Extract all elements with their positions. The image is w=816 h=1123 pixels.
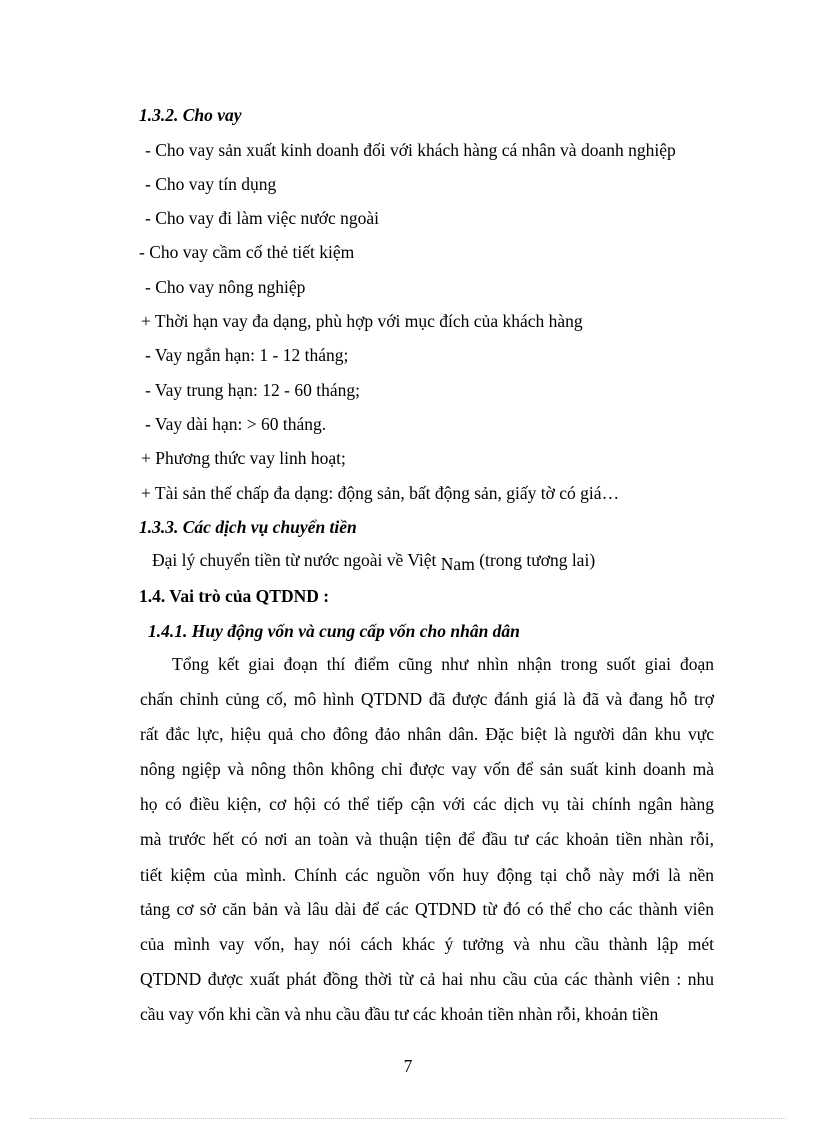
paragraph-line: tảng cơ sở căn bản và lâu dài để các QTDND từ đó có thể cho các thành viên: [140, 899, 714, 919]
page-number: 7: [403, 1056, 413, 1076]
list-item: + Tài sản thế chấp đa dạng: động sản, bất động sản, giấy tờ có giá…: [141, 483, 620, 503]
list-item: - Cho vay đi làm việc nước ngoài: [145, 208, 380, 228]
list-item: - Vay dài hạn: > 60 tháng.: [145, 414, 327, 434]
list-item: - Cho vay tín dụng: [145, 174, 277, 194]
list-item: + Phương thức vay linh hoạt;: [141, 448, 346, 468]
list-item: - Cho vay cầm cố thẻ tiết kiệm: [139, 242, 355, 262]
transfer-text-before: Đại lý chuyển tiền từ nước ngoài về Việt: [152, 550, 441, 570]
paragraph-line: của mình vay vốn, hay nói cách khác ý tưởng và nhu cầu thành lập mét: [140, 934, 714, 954]
paragraph-line: chấn chỉnh củng cố, mô hình QTDND đã được đánh giá là đã và đang hỗ trợ: [140, 689, 714, 709]
section-heading-1-3-2: 1.3.2. Cho vay: [139, 105, 242, 125]
section-heading-1-4-1: 1.4.1. Huy động vốn và cung cấp vốn cho nhân dân: [148, 621, 520, 641]
transfer-text-sub: Nam: [440, 554, 475, 574]
list-item: - Vay ngắn hạn: 1 - 12 tháng;: [145, 345, 349, 365]
paragraph-line: Tổng kết giai đoạn thí điểm cũng như nhìn nhận trong suốt giai đoạn: [172, 654, 714, 674]
paragraph-line: mà trước hết có nơi an toàn và thuận tiện để đầu tư các khoản tiền nhàn rỗi,: [140, 829, 714, 849]
paragraph-line: QTDND được xuất phát đồng thời từ cả hai nhu cầu của các thành viên : nhu: [140, 969, 714, 989]
page-bottom-divider: [30, 1118, 786, 1119]
transfer-service-text: [152, 549, 596, 574]
section-heading-1-4: 1.4. Vai trò của QTDND :: [139, 586, 330, 606]
list-item: + Thời hạn vay đa dạng, phù hợp với mục đích của khách hàng: [141, 311, 583, 331]
paragraph-line: họ có điều kiện, cơ hội có thể tiếp cận với các dịch vụ tài chính ngân hàng: [140, 794, 714, 814]
list-item: - Cho vay sản xuất kinh doanh đối với khách hàng cá nhân và doanh nghiệp: [145, 140, 676, 160]
list-item: - Cho vay nông nghiệp: [145, 277, 306, 297]
paragraph-line: cầu vay vốn khi cần và nhu cầu đầu tư các khoản tiền nhàn rỗi, khoản tiền: [140, 1004, 659, 1024]
paragraph-line: nông ngiệp và nông thôn không chỉ được vay vốn để sản suất kinh doanh mà: [140, 759, 714, 779]
transfer-text-after: (trong tương lai): [474, 550, 596, 570]
paragraph-line: tiết kiệm của mình. Chính các nguồn vốn huy động tại chỗ này mới là nền: [140, 865, 714, 885]
list-item: - Vay trung hạn: 12 - 60 tháng;: [145, 380, 360, 400]
section-heading-1-3-3: 1.3.3. Các dịch vụ chuyển tiền: [139, 517, 357, 537]
paragraph-line: rất đắc lực, hiệu quả cho đông đảo nhân dân. Đặc biệt là người dân khu vực: [140, 724, 714, 744]
